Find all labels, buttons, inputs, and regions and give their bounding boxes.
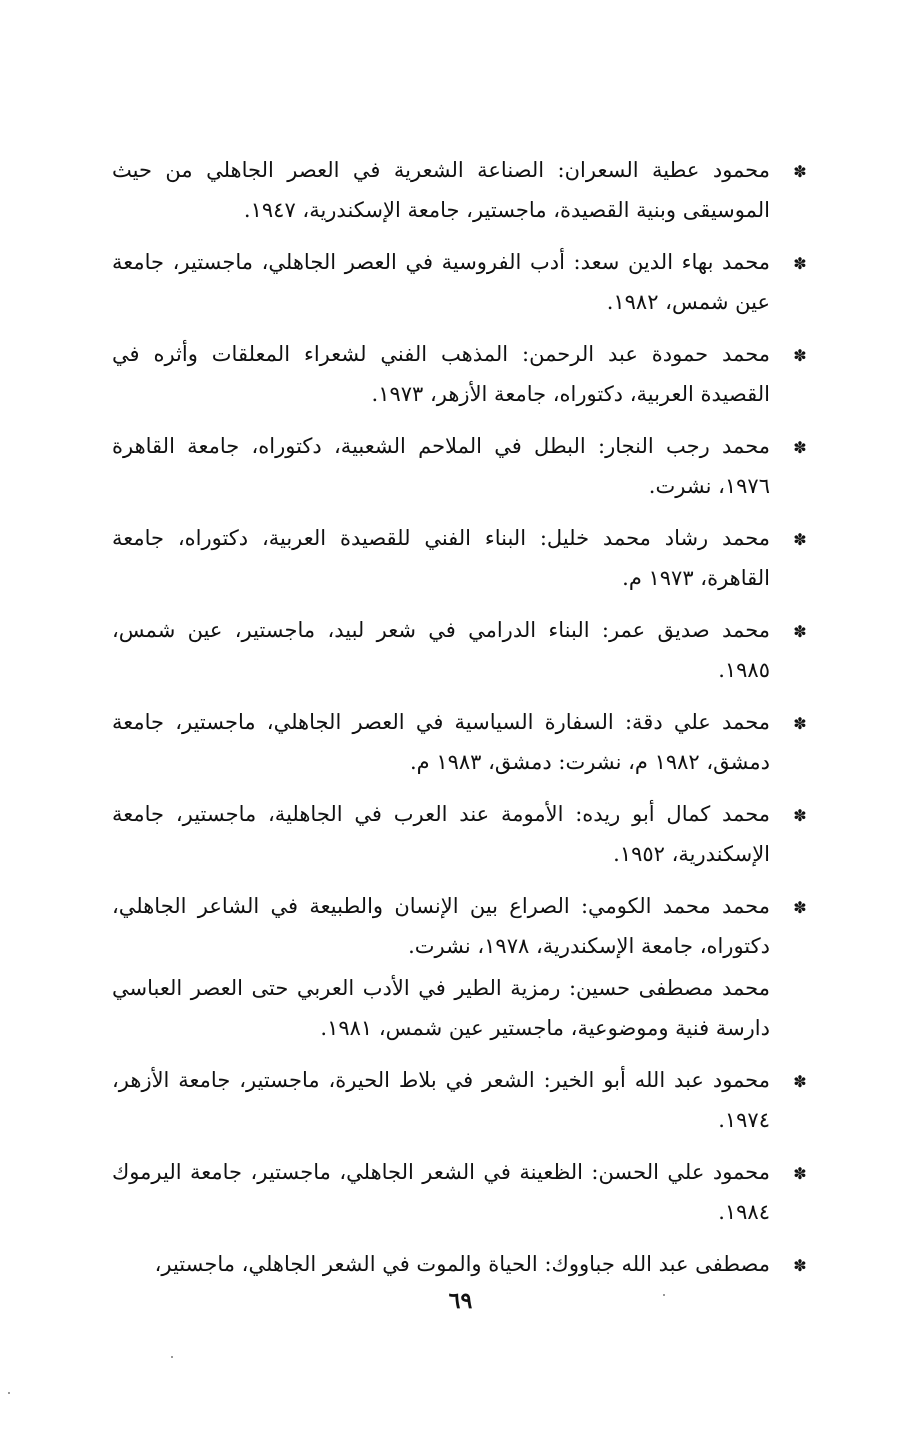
entry-text: محمد رجب النجار: البطل في الملاحم الشعبية، دكتوراه، جامعة القاهرة ١٩٧٦، نشرت. [112, 434, 770, 498]
list-item [112, 610, 812, 690]
scan-speck [171, 1356, 173, 1358]
list-item [112, 886, 812, 966]
asterisk-bullet-icon: ✽ [793, 806, 807, 825]
entry-text: محمد حمودة عبد الرحمن: المذهب الفني لشعراء المعلقات وأثره في القصيدة العربية، دكتوراه، جامعة الأزهر، ١٩٧٣. [112, 342, 770, 406]
asterisk-bullet-icon: ✽ [793, 530, 807, 549]
asterisk-bullet-icon: ✽ [793, 346, 807, 365]
entry-text: محمد صديق عمر: البناء الدرامي في شعر لبيد، ماجستير، عين شمس، ١٩٨٥. [112, 618, 770, 682]
entry-text: محمد علي دقة: السفارة السياسية في العصر الجاهلي، ماجستير، جامعة دمشق، ١٩٨٢ م، نشرت: دمشق، ١٩٨٣ م. [112, 710, 770, 774]
scan-speck [8, 1392, 10, 1394]
asterisk-bullet-icon: ✽ [793, 1256, 807, 1275]
entry-text: مصطفى عبد الله جباووك: الحياة والموت في الشعر الجاهلي، ماجستير، [154, 1252, 770, 1276]
asterisk-bullet-icon: ✽ [793, 1164, 807, 1183]
scan-speck [663, 1294, 665, 1296]
list-item [112, 242, 812, 322]
entry-text: محمد بهاء الدين سعد: أدب الفروسية في العصر الجاهلي، ماجستير، جامعة عين شمس، ١٩٨٢. [112, 250, 770, 314]
asterisk-bullet-icon: ✽ [793, 162, 807, 181]
asterisk-bullet-icon: ✽ [793, 254, 807, 273]
entry-text: محمد كمال أبو ريده: الأمومة عند العرب في الجاهلية، ماجستير، جامعة الإسكندرية، ١٩٥٢. [112, 802, 771, 866]
list-item [112, 702, 812, 782]
entry-text: محمود عطية السعران: الصناعة الشعرية في العصر الجاهلي من حيث الموسيقى وبنية القصيدة، ماجستير، جامعة الإسكندرية، ١٩٤٧. [112, 158, 770, 222]
list-item [112, 334, 812, 414]
entry-text: محمود عبد الله أبو الخير: الشعر في بلاط الحيرة، ماجستير، جامعة الأزهر، ١٩٧٤. [112, 1068, 770, 1132]
entry-text: محمود علي الحسن: الظعينة في الشعر الجاهلي، ماجستير، جامعة اليرموك ١٩٨٤. [112, 1160, 770, 1224]
list-item [112, 1060, 812, 1140]
entry-text: محمد مصطفى حسين: رمزية الطير في الأدب العربي حتى العصر العباسي دارسة فنية وموضوعية، ماجستير عين شمس، ١٩٨١. [112, 976, 770, 1040]
page-number: ٦٩ [448, 1288, 473, 1314]
list-item [112, 518, 812, 598]
entry-text: محمد رشاد محمد خليل: البناء الفني للقصيدة العربية، دكتوراه، جامعة القاهرة، ١٩٧٣ م. [112, 526, 770, 590]
list-item [112, 426, 812, 506]
asterisk-bullet-icon: ✽ [793, 714, 807, 733]
bibliography-list [112, 150, 812, 1296]
list-item [112, 1244, 812, 1284]
asterisk-bullet-icon: ✽ [793, 1072, 807, 1091]
asterisk-bullet-icon: ✽ [793, 438, 807, 457]
entry-text: محمد محمد الكومي: الصراع بين الإنسان والطبيعة في الشاعر الجاهلي، دكتوراه، جامعة الإسكندرية، ١٩٧٨، نشرت. [112, 894, 770, 958]
list-item [112, 968, 812, 1048]
asterisk-bullet-icon: ✽ [793, 622, 807, 641]
list-item [112, 794, 812, 874]
list-item [112, 150, 812, 230]
asterisk-bullet-icon: ✽ [793, 898, 807, 917]
list-item [112, 1152, 812, 1232]
